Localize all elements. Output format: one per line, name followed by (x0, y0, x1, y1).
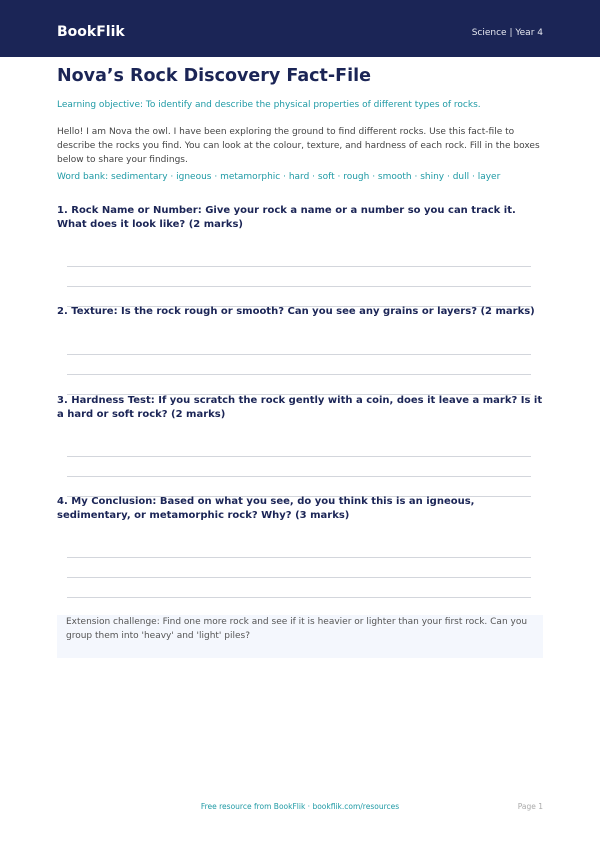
answer-line[interactable] (67, 577, 531, 578)
footer-credit[interactable]: Free resource from BookFlik · bookflik.com/resources (200, 802, 400, 811)
answer-line[interactable] (67, 374, 531, 375)
page-number: Page 1 (517, 802, 543, 811)
extension-challenge-box (57, 615, 543, 658)
page-title: Nova’s Rock Discovery Fact-File (57, 66, 371, 86)
intro-paragraph: Hello! I am Nova the owl. I have been exploring the ground to find different rocks. Use this fact-file to describe the rocks you find. You can look at the colour, texture, and hardness of each rock. Fill in the boxes below to share your findings. (57, 127, 540, 165)
brand-logo: BookFlik (57, 24, 125, 40)
answer-line[interactable] (67, 456, 531, 457)
question-1: 1. Rock Name or Number: Give your rock a name or a number so you can track it. What does it look like? (2 marks) (57, 205, 516, 230)
answer-line[interactable] (67, 597, 531, 598)
word-bank: Word bank: sedimentary · igneous · metamorphic · hard · soft · rough · smooth · shiny · dull · layer (57, 172, 501, 182)
answer-line[interactable] (67, 266, 531, 267)
subject-year-label: Science | Year 4 (471, 28, 543, 38)
question-3: 3. Hardness Test: If you scratch the rock gently with a coin, does it leave a mark? Is it a hard or soft rock? (2 marks) (57, 395, 543, 420)
answer-line[interactable] (67, 476, 531, 477)
header-bar (0, 0, 600, 57)
answer-line[interactable] (67, 557, 531, 558)
question-4: 4. My Conclusion: Based on what you see, do you think this is an igneous, sedimentary, or metamorphic rock? Why? (3 marks) (57, 496, 475, 521)
answer-line[interactable] (67, 354, 531, 355)
answer-line[interactable] (67, 286, 531, 287)
question-2: 2. Texture: Is the rock rough or smooth? Can you see any grains or layers? (2 marks) (57, 306, 535, 317)
extension-challenge-text: Extension challenge: Find one more rock and see if it is heavier or lighter than your first rock. Can you group them into 'heavy' and 'light' piles? (66, 617, 528, 641)
learning-objective: Learning objective: To identify and describe the physical properties of different types of rocks. (57, 100, 481, 110)
